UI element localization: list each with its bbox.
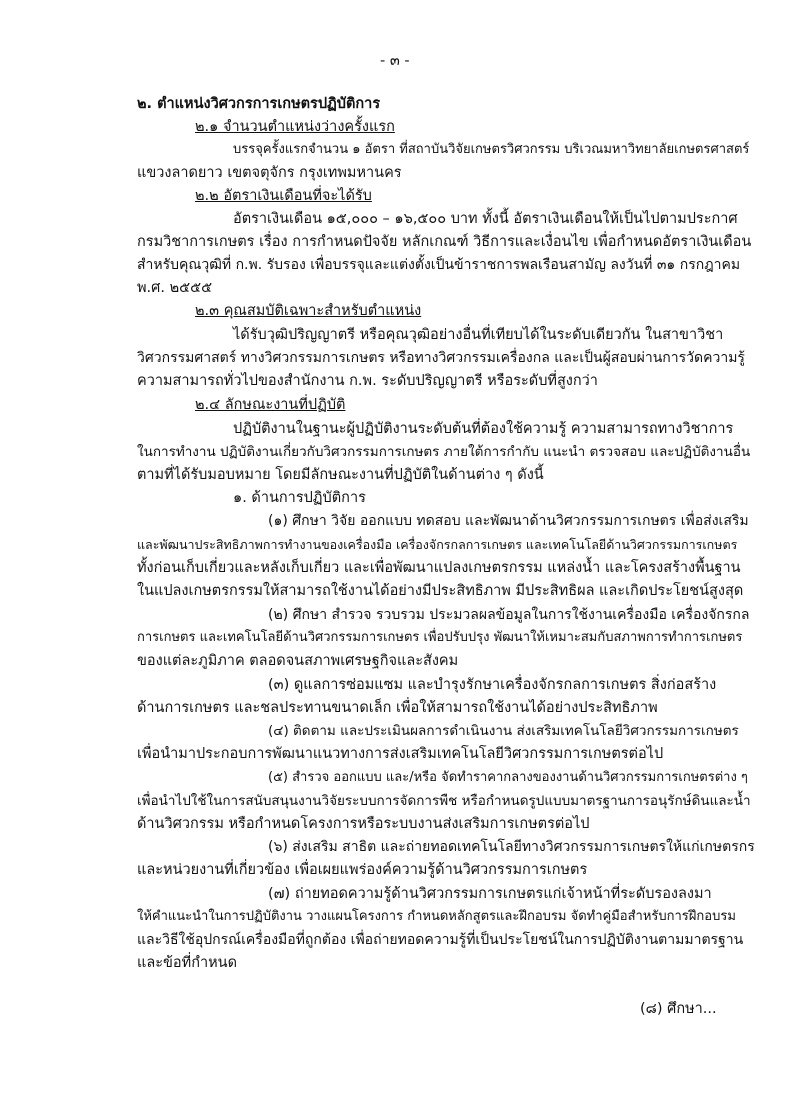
s4-heading: ๒.๔ ลักษณะงานที่ปฏิบัติ xyxy=(195,397,346,413)
item-1-line: และพัฒนาประสิทธิภาพการทำงานของเครื่องมือ เครื่องจักรกลการเกษตร และเทคโนโลยีด้านวิศวกรรมการเกษตร xyxy=(137,537,738,552)
continuation-text: (๘) ศึกษา... xyxy=(640,1001,717,1017)
s2-line: สำหรับคุณวุฒิที่ ก.พ. รับรอง เพื่อบรรจุและแต่งตั้งเป็นข้าราชการพลเรือนสามัญ ลงวันที่ ๓๑ กรกฎาคม xyxy=(137,257,741,273)
s2-line: อัตราเงินเดือน ๑๕,๐๐๐ – ๑๖,๕๐๐ บาท ทั้งนี้ อัตราเงินเดือนให้เป็นไปตามประกาศ xyxy=(233,211,738,227)
item-5-line: เพื่อนำไปใช้ในการสนับสนุนงานวิจัยระบบการจัดการพืช หรือกำหนดรูปแบบมาตรฐานการอนุรักษ์ดินและน้ำ xyxy=(137,793,751,809)
item-2-line: การเกษตร และเทคโนโลยีด้านวิศวกรรมการเกษตร เพื่อปรับปรุง พัฒนาให้เหมาะสมกับสภาพการทำการเกษตร xyxy=(137,630,743,645)
s4-line: ในการทำงาน ปฏิบัติงานเกี่ยวกับวิศวกรรมการเกษตร ภายใต้การกำกับ แนะนำ ตรวจสอบ และปฏิบัติงานอื่น xyxy=(137,444,751,460)
item-7-line: (๗) ถ่ายทอดความรู้ด้านวิศวกรรมการเกษตรแก่เจ้าหน้าที่ระดับรองลงมา xyxy=(268,886,712,902)
item-7-line: ให้คำแนะนำในการปฏิบัติงาน วางแผนโครงการ กำหนดหลักสูตรและฝึกอบรม จัดทำคู่มือสำหรับการฝึกอบรม xyxy=(137,909,736,924)
s3-line: ความสามารถทั่วไปของสำนักงาน ก.พ. ระดับปริญญาตรี หรือระดับที่สูงกว่า xyxy=(137,373,598,389)
item-7-line: และวิธีใช้อุปกรณ์เครื่องมือที่ถูกต้อง เพื่อถ่ายทอดความรู้ที่เป็นประโยชน์ในการปฏิบัติงานตามมาตรฐาน xyxy=(137,932,744,948)
s3-line: ได้รับวุฒิปริญญาตรี หรือคุณวุฒิอย่างอื่นที่เทียบได้ในระดับเดียวกัน ในสาขาวิชา xyxy=(233,327,724,343)
item-1-line: ทั้งก่อนเก็บเกี่ยวและหลังเก็บเกี่ยว และเพื่อพัฒนาแปลงเกษตรกรรม แหล่งน้ำ และโครงสร้างพื้นฐาน xyxy=(137,560,741,576)
s2-heading: ๒.๒ อัตราเงินเดือนที่จะได้รับ xyxy=(195,188,372,204)
s3-line: วิศวกรรมศาสตร์ ทางวิศวกรรมการเกษตร หรือทางวิศวกรรมเครื่องกล และเป็นผู้สอบผ่านการวัดความรู้ xyxy=(137,350,745,366)
s1-heading: ๒.๑ จำนวนตำแหน่งว่างครั้งแรก xyxy=(195,119,395,135)
s2-line: กรมวิชาการเกษตร เรื่อง การกำหนดปัจจัย หลักเกณฑ์ วิธีการและเงื่อนไข เพื่อกำหนดอัตราเงินเดือน xyxy=(137,234,752,250)
page-number: - ๓ - xyxy=(380,53,410,69)
s2-line: พ.ศ. ๒๕๕๕ xyxy=(137,280,213,296)
s3-heading: ๒.๓ คุณสมบัติเฉพาะสำหรับตำแหน่ง xyxy=(195,303,422,319)
item-6-line: (๖) ส่งเสริม สาธิต และถ่ายทอดเทคโนโลยีทางวิศวกรรมการเกษตรให้แก่เกษตรกร xyxy=(268,839,755,855)
item-2-line: (๒) ศึกษา สำรวจ รวบรวม ประมวลผลข้อมูลในการใช้งานเครื่องมือ เครื่องจักรกล xyxy=(268,607,750,623)
s1-line: บรรจุครั้งแรกจำนวน ๑ อัตรา ที่สถาบันวิจัยเกษตรวิศวกรรม บริเวณมหาวิทยาลัยเกษตรศาสตร์ xyxy=(233,142,750,157)
item-2-line: ของแต่ละภูมิภาค ตลอดจนสภาพเศรษฐกิจและสังคม xyxy=(137,653,459,669)
item-1-line: (๑) ศึกษา วิจัย ออกแบบ ทดสอบ และพัฒนาด้านวิศวกรรมการเกษตร เพื่อส่งเสริม xyxy=(268,513,749,529)
item-6-line: และหน่วยงานที่เกี่ยวข้อง เพื่อเผยแพร่องค์ความรู้ด้านวิศวกรรมการเกษตร xyxy=(137,862,588,878)
s1-line: แขวงลาดยาว เขตจตุจักร กรุงเทพมหานคร xyxy=(137,165,402,181)
item-7-line: และข้อที่กำหนด xyxy=(137,955,238,971)
item-1-line: ในแปลงเกษตรกรรมให้สามารถใช้งานได้อย่างมีประสิทธิภาพ มีประสิทธิผล และเกิดประโยชน์สูงสุด xyxy=(137,583,744,599)
s4-line: ตามที่ได้รับมอบหมาย โดยมีลักษณะงานที่ปฏิบัติในด้านต่าง ๆ ดังนี้ xyxy=(137,467,544,483)
item-4-line: (๔) ติดตาม และประเมินผลการดำเนินงาน ส่งเสริมเทคโนโลยีวิศวกรรมการเกษตร xyxy=(268,723,739,739)
item-3-line: ด้านการเกษตร และชลประทานขนาดเล็ก เพื่อให้สามารถใช้งานได้อย่างประสิทธิภาพ xyxy=(137,700,658,716)
s4-line: ปฏิบัติงานในฐานะผู้ปฏิบัติงานระดับต้นที่ต้องใช้ความรู้ ความสามารถทางวิชาการ xyxy=(233,421,734,437)
item-5-line: (๕) สำรวจ ออกแบบ และ/หรือ จัดทำราคากลางของงานด้านวิศวกรรมการเกษตรต่าง ๆ xyxy=(268,770,748,785)
item-4-line: เพื่อนำมาประกอบการพัฒนาแนวทางการส่งเสริมเทคโนโลยีวิศวกรรมการเกษตรต่อไป xyxy=(137,746,664,762)
item-5-line: ด้านวิศวกรรม หรือกำหนดโครงการหรือระบบงานส่งเสริมการเกษตรต่อไป xyxy=(137,816,590,832)
s4-sub-heading: ๑. ด้านการปฏิบัติการ xyxy=(233,490,366,506)
section-title: ๒. ตำแหน่งวิศวกรการเกษตรปฏิบัติการ xyxy=(137,96,381,112)
item-3-line: (๓) ดูแลการซ่อมแซม และบำรุงรักษาเครื่องจักรกลการเกษตร สิ่งก่อสร้าง xyxy=(268,677,717,693)
